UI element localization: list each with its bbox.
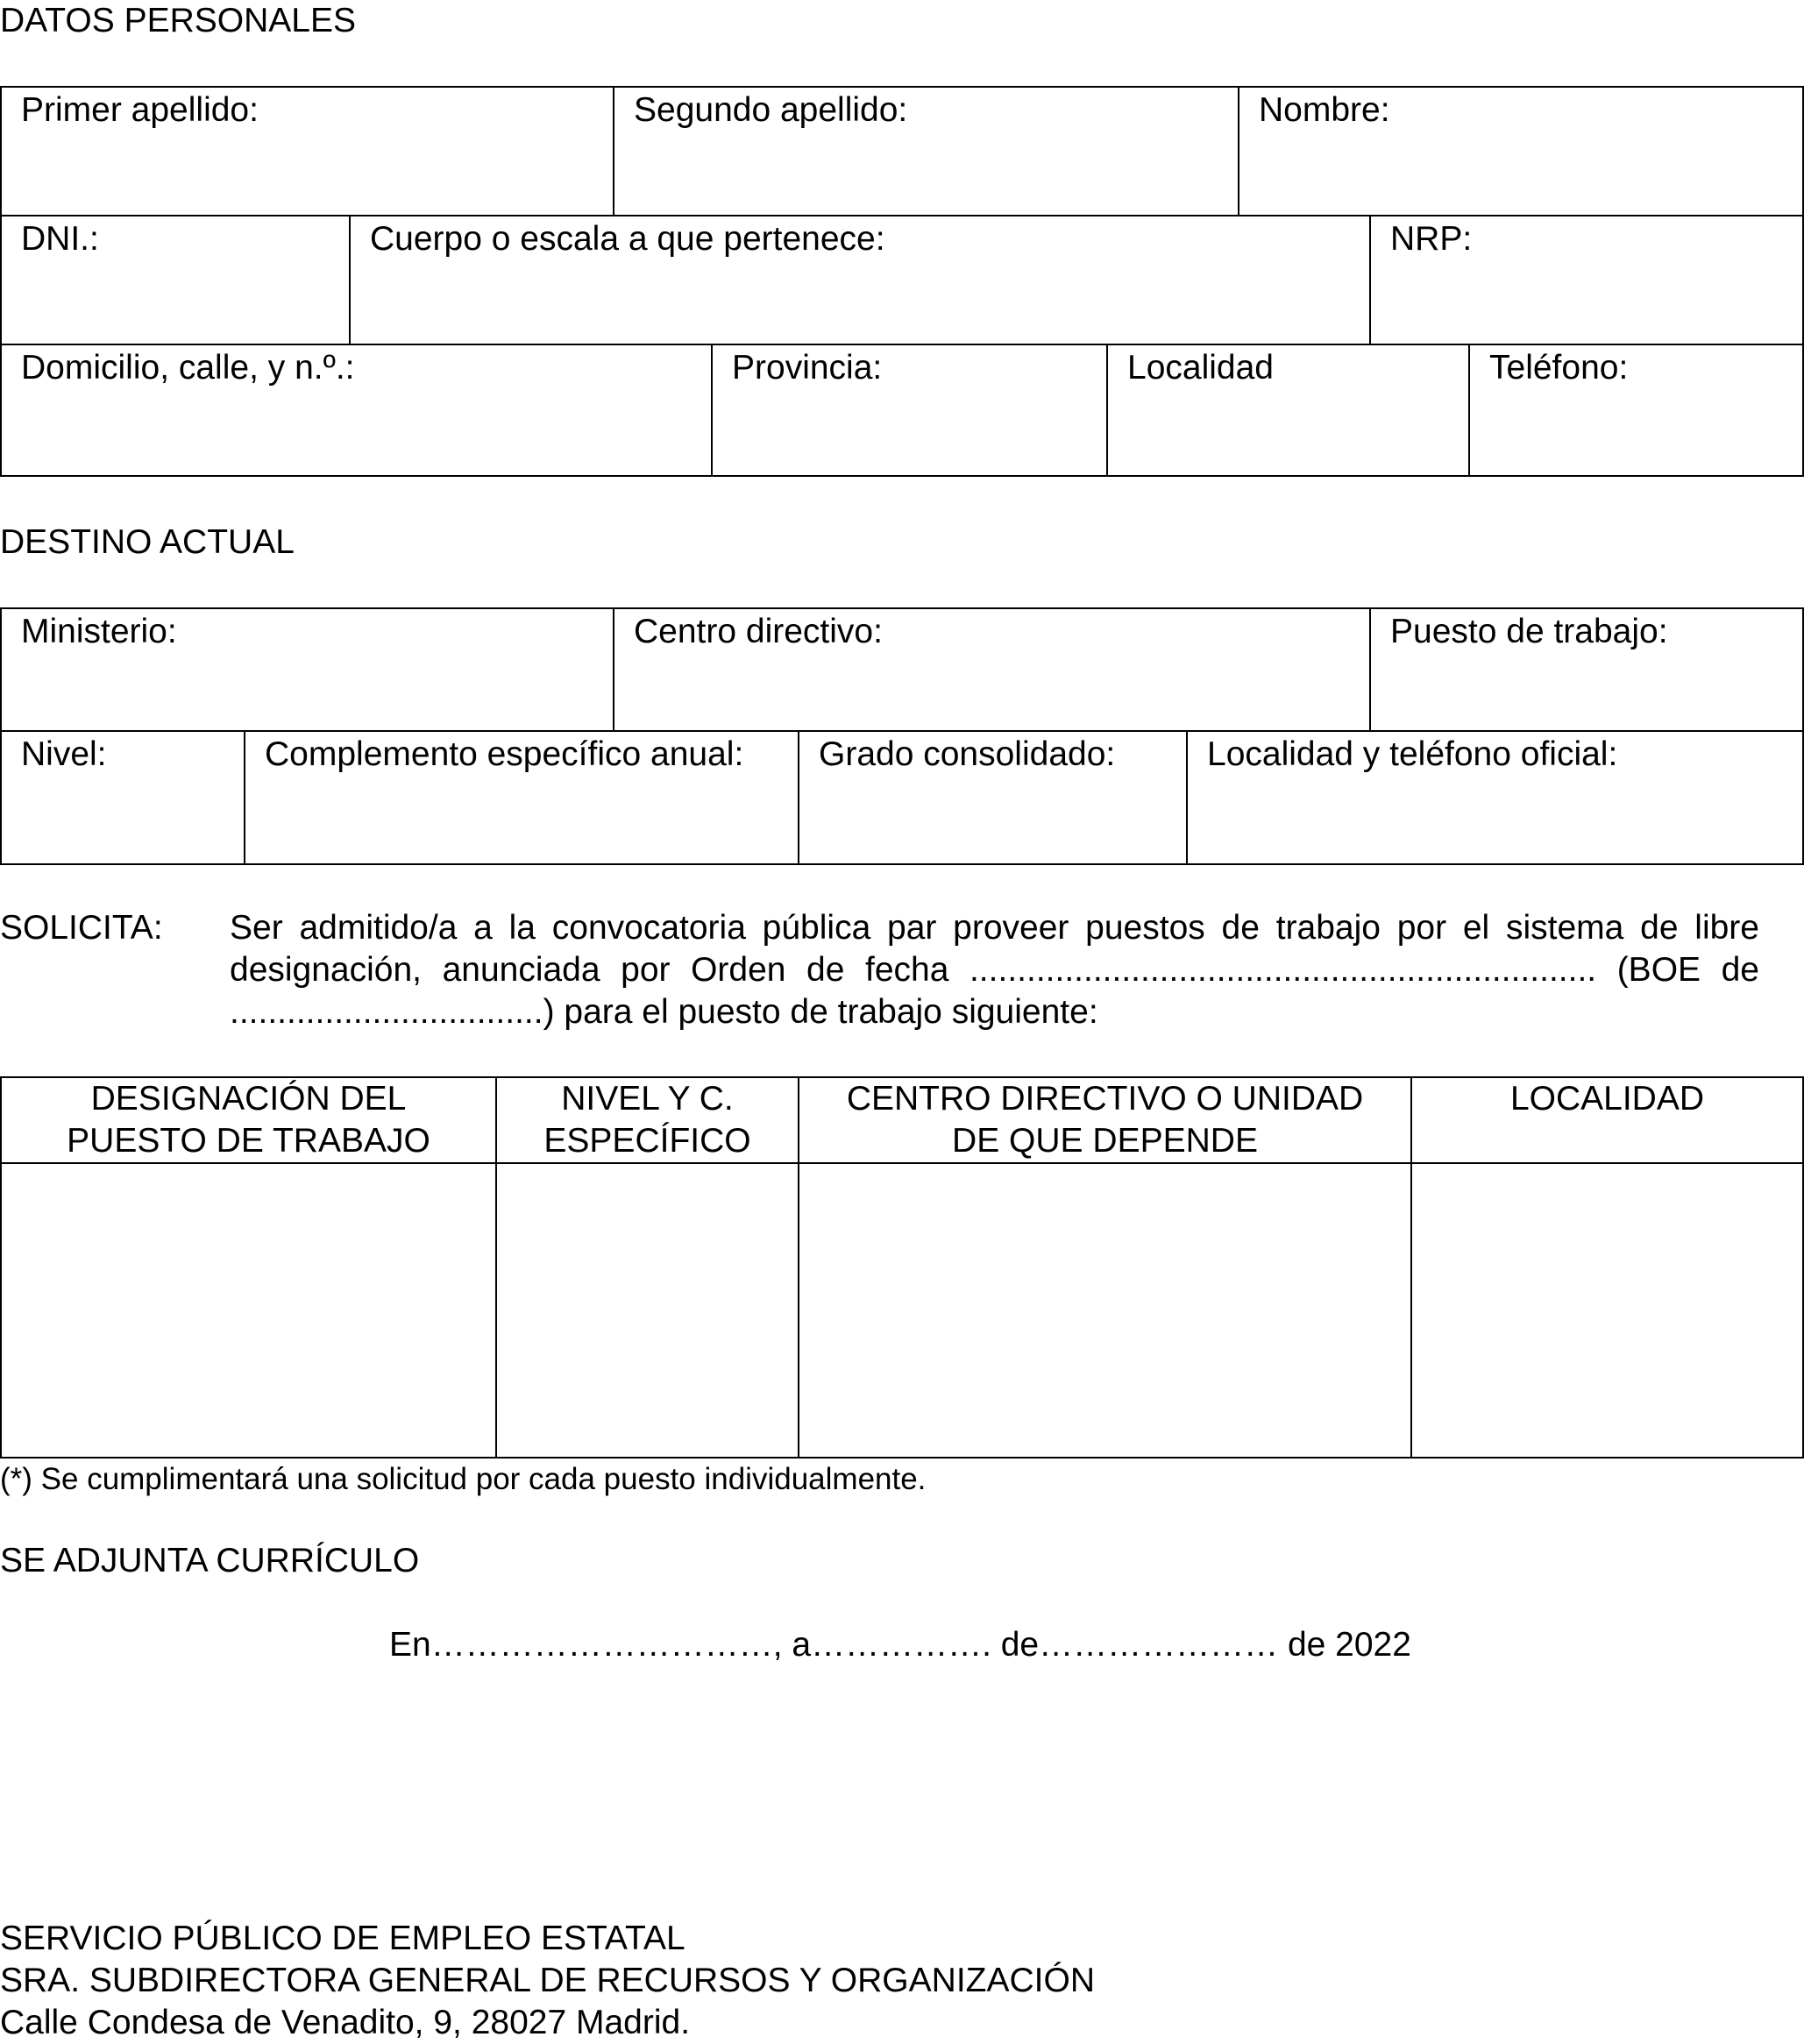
curriculo-heading: SE ADJUNTA CURRÍCULO [0, 1542, 420, 1579]
field-domicilio[interactable] [2, 345, 713, 475]
date-place-line: En…………………………, a……………. de………………… de 2022 [389, 1626, 1411, 1664]
cell-nivel[interactable] [497, 1164, 799, 1457]
personal-row-2 [2, 216, 1802, 345]
field-label: Cuerpo o escala a que pertenece: [370, 220, 885, 258]
field-label: Domicilio, calle, y n.º.: [21, 349, 355, 387]
cell-centro-directivo[interactable] [799, 1164, 1412, 1457]
destino-row-2 [2, 732, 1802, 863]
address-line-2: SRA. SUBDIRECTORA GENERAL DE RECURSOS Y ORGANIZACIÓN [0, 1962, 1095, 1999]
address-line-1: SERVICIO PÚBLICO DE EMPLEO ESTATAL [0, 1920, 685, 1957]
field-localidad[interactable] [1108, 345, 1470, 475]
field-provincia[interactable] [713, 345, 1108, 475]
field-puesto-trabajo[interactable] [1371, 609, 1802, 730]
field-label: DNI.: [21, 220, 99, 258]
puesto-table-header [2, 1078, 1802, 1164]
field-label: NRP: [1390, 220, 1473, 258]
section-heading-personal: DATOS PERSONALES [0, 2, 357, 39]
header-line: CENTRO DIRECTIVO O UNIDAD [846, 1080, 1364, 1118]
puesto-table [0, 1076, 1804, 1458]
field-centro-directivo[interactable] [614, 609, 1371, 730]
solicita-label: SOLICITA: [0, 909, 163, 947]
address-block [0, 1918, 1095, 2044]
field-localidad-telefono-oficial[interactable] [1188, 732, 1802, 863]
solicita-text: Ser admitido/a a la convocatoria pública par proveer puestos de trabajo por el sistema de libre designación, anunciada por Orden de fecha .................................................................. (BOE de .................................) para el puesto de trabajo siguiente: [230, 909, 1759, 1031]
section-heading-destino: DESTINO ACTUAL [0, 523, 295, 561]
header-line: DE QUE DEPENDE [952, 1122, 1258, 1160]
field-label: Teléfono: [1489, 349, 1629, 387]
header-centro-directivo [799, 1078, 1412, 1162]
personal-row-3 [2, 345, 1802, 475]
header-line: ESPECÍFICO [543, 1122, 751, 1160]
address-line-3: Calle Condesa de Venadito, 9, 28027 Madrid. [0, 2004, 691, 2041]
field-label: Nivel: [21, 735, 107, 773]
header-line: LOCALIDAD [1509, 1080, 1705, 1118]
field-nombre[interactable] [1239, 88, 1802, 215]
header-line: DESIGNACIÓN DEL [90, 1080, 407, 1118]
field-segundo-apellido[interactable] [614, 88, 1239, 215]
field-complemento-especifico[interactable] [245, 732, 799, 863]
field-label: Segundo apellido: [634, 91, 908, 129]
destino-data-grid [0, 607, 1804, 865]
field-dni[interactable] [2, 216, 351, 344]
field-label: Puesto de trabajo: [1390, 613, 1668, 650]
field-label: Localidad [1127, 349, 1274, 387]
field-label: Localidad y teléfono oficial: [1207, 735, 1618, 773]
field-ministerio[interactable] [2, 609, 614, 730]
field-label: Grado consolidado: [819, 735, 1116, 773]
field-label: Ministerio: [21, 613, 177, 650]
header-designacion [2, 1078, 497, 1162]
destino-row-1 [2, 609, 1802, 732]
personal-data-grid [0, 86, 1804, 477]
cell-localidad[interactable] [1412, 1164, 1802, 1457]
field-telefono[interactable] [1470, 345, 1802, 475]
personal-row-1 [2, 88, 1802, 216]
field-label: Complemento específico anual: [265, 735, 744, 773]
field-label: Primer apellido: [21, 91, 259, 129]
field-label: Nombre: [1259, 91, 1390, 129]
puesto-table-row [2, 1164, 1802, 1457]
field-label: Centro directivo: [634, 613, 883, 650]
field-grado-consolidado[interactable] [799, 732, 1188, 863]
field-nivel[interactable] [2, 732, 245, 863]
footnote: (*) Se cumplimentará una solicitud por cada puesto individualmente. [0, 1462, 927, 1496]
field-nrp[interactable] [1371, 216, 1802, 344]
header-nivel [497, 1078, 799, 1162]
header-line: NIVEL Y C. [561, 1080, 734, 1118]
header-line: PUESTO DE TRABAJO [67, 1122, 430, 1160]
field-cuerpo-escala[interactable] [351, 216, 1371, 344]
cell-designacion[interactable] [2, 1164, 497, 1457]
header-localidad [1412, 1078, 1802, 1162]
field-primer-apellido[interactable] [2, 88, 614, 215]
field-label: Provincia: [732, 349, 883, 387]
